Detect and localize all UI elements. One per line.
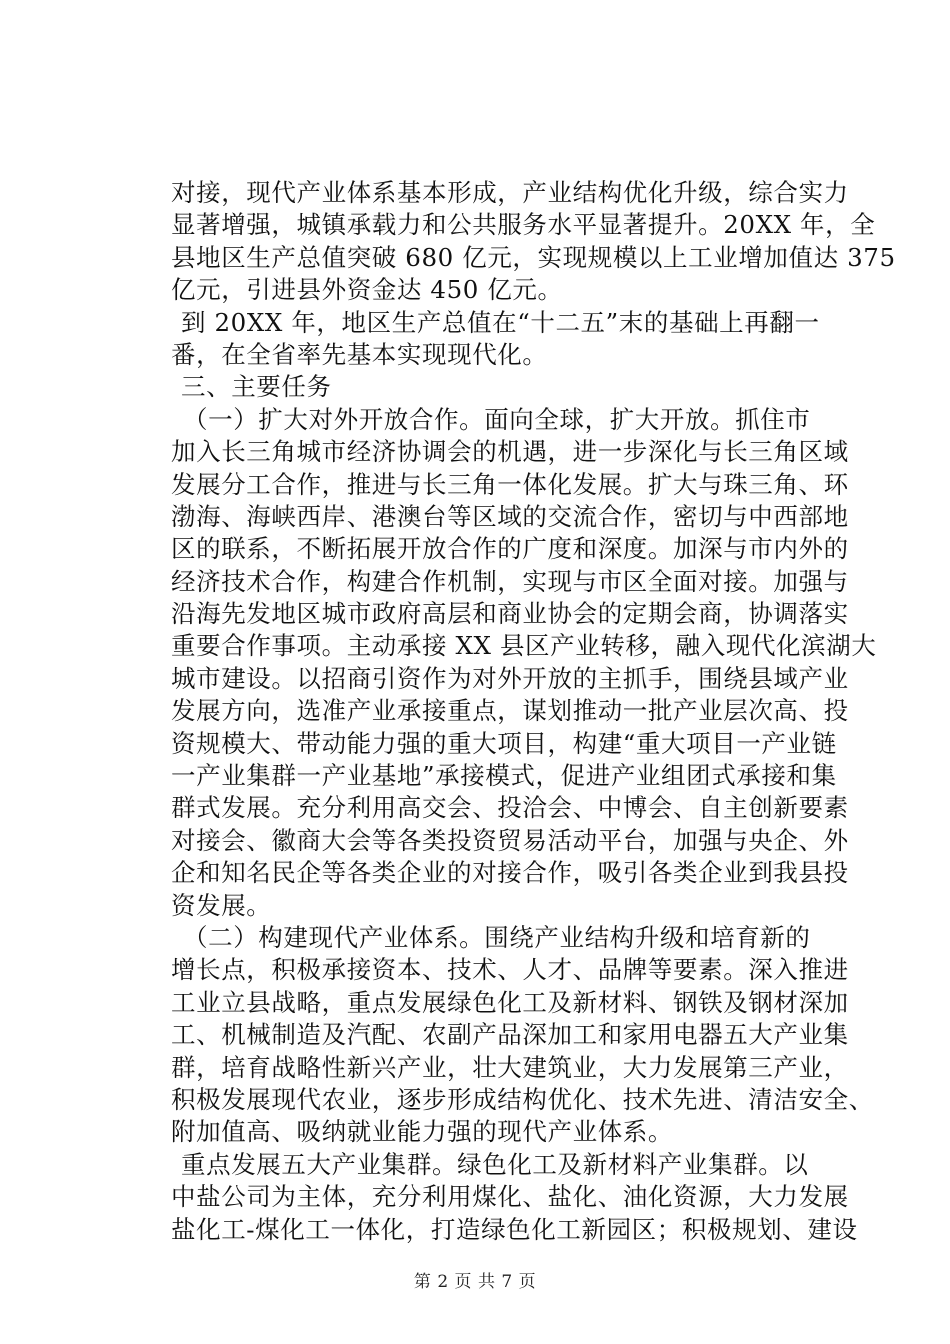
text-line: 盐化工-煤化工一体化，打造绿色化工新园区；积极规划、建设 [171, 1214, 858, 1244]
text-line: 工业立县战略，重点发展绿色化工及新材料、钢铁及钢材深加 [171, 987, 849, 1017]
text-line: 渤海、海峡西岸、港澳台等区域的交流合作，密切与中西部地 [171, 501, 849, 531]
text-line: 群，培育战略性新兴产业，壮大建筑业，大力发展第三产业， [171, 1052, 849, 1082]
document-body [171, 177, 896, 1246]
text-line: 加入长三角城市经济协调会的机遇，进一步深化与长三角区域 [171, 437, 849, 467]
text-line: 对接，现代产业体系基本形成，产业结构优化升级，综合实力 [171, 178, 849, 207]
text-line: 增长点，积极承接资本、技术、人才、品牌等要素。深入推进 [171, 955, 849, 985]
text-line: 发展分工合作，推进与长三角一体化发展。扩大与珠三角、环 [171, 469, 849, 499]
text-line: 群式发展。充分利用高交会、投洽会、中博会、自主创新要素 [171, 793, 849, 823]
text-line: 番，在全省率先基本实现现代化。 [171, 339, 548, 369]
text-line: 资规模大、带动能力强的重大项目，构建“重大项目一产业链 [171, 728, 837, 758]
text-line: 附加值高、吸纳就业能力强的现代产业体系。 [171, 1117, 673, 1147]
text-line: 城市建设。以招商引资作为对外开放的主抓手，围绕县域产业 [171, 663, 849, 693]
text-line: （一）扩大对外开放合作。面向全球，扩大开放。抓住市 [183, 404, 811, 434]
text-line: 重要合作事项。主动承接 XX 县区产业转移，融入现代化滨湖大 [171, 631, 877, 661]
text-line: 重点发展五大产业集群。绿色化工及新材料产业集群。以 [181, 1149, 809, 1179]
page-footer: 第 2 页 共 7 页 [413, 1272, 537, 1292]
text-line: 到 20XX 年，地区生产总值在“十二五”末的基础上再翻一 [181, 307, 820, 337]
text-line: 一产业集群一产业基地”承接模式，促进产业组团式承接和集 [171, 761, 837, 791]
text-line: 发展方向，选准产业承接重点，谋划推动一批产业层次高、投 [171, 696, 849, 726]
text-line: 经济技术合作，构建合作机制，实现与市区全面对接。加强与 [171, 566, 849, 596]
text-line: 资发展。 [171, 890, 272, 920]
text-line: （二）构建现代产业体系。围绕产业结构升级和培育新的 [183, 922, 811, 952]
section-heading: 三、主要任务 [181, 372, 332, 402]
text-line: 显著增强，城镇承载力和公共服务水平显著提升。20XX 年，全 [171, 210, 876, 240]
text-line: 沿海先发地区城市政府高层和商业协会的定期会商，协调落实 [171, 599, 849, 629]
text-line: 积极发展现代农业，逐步形成结构优化、技术先进、清洁安全、 [171, 1084, 874, 1114]
text-line: 县地区生产总值突破 680 亿元，实现规模以上工业增加值达 375 [171, 242, 896, 272]
text-line: 区的联系，不断拓展开放合作的广度和深度。加深与市内外的 [171, 534, 849, 564]
text-line: 企和知名民企等各类企业的对接合作，吸引各类企业到我县投 [171, 858, 849, 888]
text-line: 对接会、徽商大会等各类投资贸易活动平台，加强与央企、外 [171, 825, 849, 855]
text-line: 亿元，引进县外资金达 450 亿元。 [171, 275, 563, 305]
text-line: 中盐公司为主体，充分利用煤化、盐化、油化资源，大力发展 [171, 1182, 849, 1212]
text-line: 工、机械制造及汽配、农副产品深加工和家用电器五大产业集 [171, 1020, 849, 1050]
